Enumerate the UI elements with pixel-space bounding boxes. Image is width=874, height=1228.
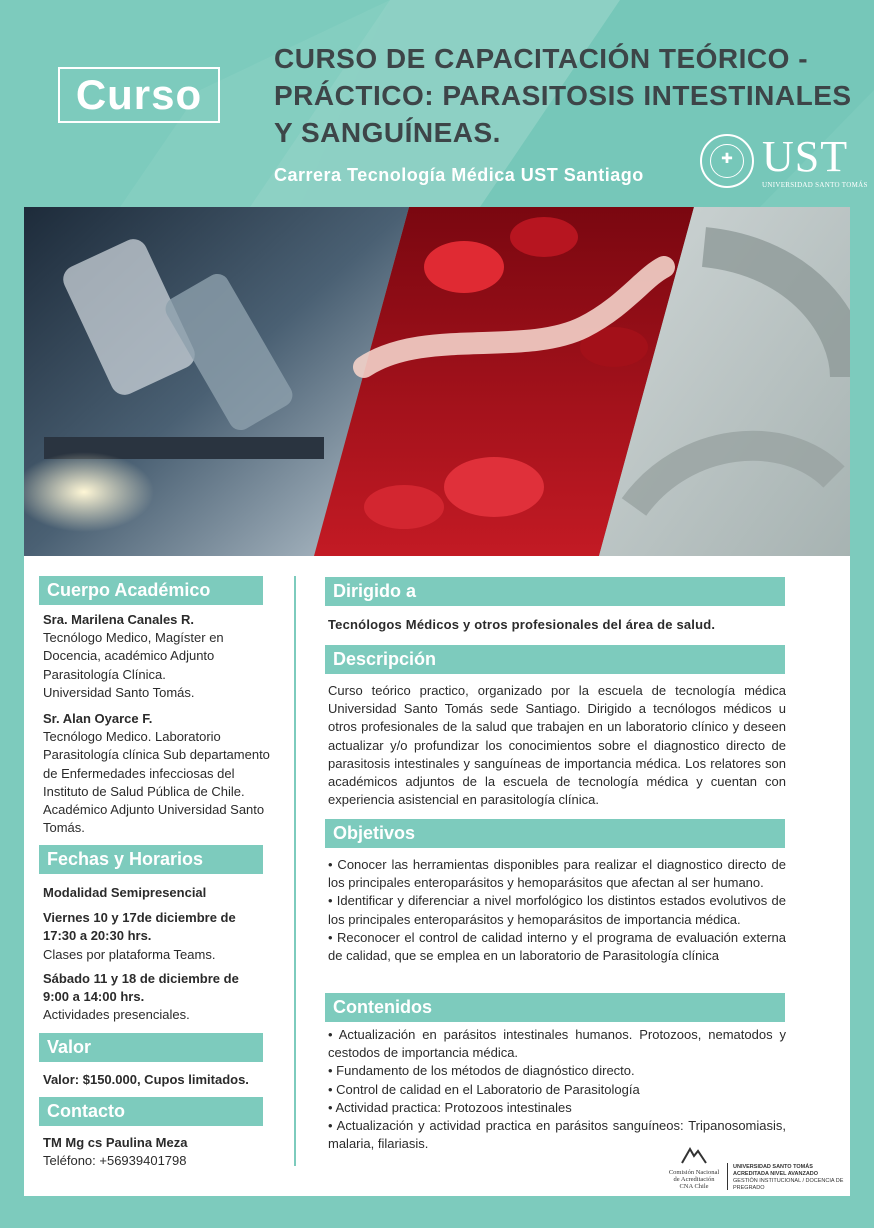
schedule-line: Sábado 11 y 18 de diciembre de (43, 970, 239, 986)
valor-text: Valor: $150.000, Cupos limitados. (43, 1072, 249, 1087)
contact-phone: Teléfono: +56939401798 (43, 1153, 187, 1169)
accreditation-line: GESTIÓN INSTITUCIONAL / DOCENCIA DE PREGRADO (733, 1178, 844, 1191)
page-subtitle: Carrera Tecnología Médica UST Santiago (274, 165, 644, 185)
person2-line: Instituto de Salud Pública de Chile. (43, 783, 245, 799)
person2-line: Tomás. (43, 820, 85, 836)
accreditation-line: ACREDITADA NIVEL AVANZADO (733, 1171, 819, 1177)
person1-line: Universidad Santo Tomás. (43, 684, 195, 700)
contact-name: TM Mg cs Paulina Meza (43, 1135, 188, 1150)
section-heading-objetivos: Objetivos (325, 819, 785, 848)
person2-line: Parasitología clínica Sub departamento (43, 747, 270, 763)
person1-line: Tecnólogo Medico, Magíster en (43, 630, 224, 646)
contenido-item: • Actualización en parásitos intestinales humanos. Protozoos, nematodos y cestodos de importancia médica. (328, 1027, 786, 1061)
footer-divider (727, 1163, 728, 1190)
ust-accreditation (733, 1164, 874, 1192)
contacto (43, 1134, 288, 1170)
person2-line: Tecnólogo Medico. Laboratorio (43, 729, 221, 745)
objetivos-list (328, 856, 786, 965)
course-badge: Curso (58, 67, 220, 123)
person2-line: Académico Adjunto Universidad Santo (43, 802, 265, 818)
section-heading-valor: Valor (39, 1033, 263, 1062)
schedule-line: 17:30 a 20:30 hrs. (43, 928, 152, 944)
contenido-item: • Control de calidad en el Laboratorio de Parasitología (328, 1081, 640, 1097)
cna-logo (664, 1146, 724, 1190)
contenidos-list (328, 1026, 786, 1153)
cna-line: Comisión Nacional (668, 1169, 720, 1176)
objetivo-item: • Reconocer el control de calidad interno y el programa de evaluación externa de calidad, que se emplea en un laboratorio de Parasitología clínica (328, 929, 786, 964)
title-line: CURSO DE CAPACITACIÓN TEÓRICO - (274, 43, 809, 74)
section-heading-dirigido: Dirigido a (325, 577, 785, 606)
schedule-line: Viernes 10 y 17de diciembre de (43, 910, 236, 926)
cna-line: de Acreditación (673, 1176, 715, 1183)
schedule-note: Clases por plataforma Teams. (43, 946, 216, 962)
header-photo-collage (24, 207, 850, 556)
person1-line: Docencia, académico Adjunto (43, 648, 215, 664)
schedule-note: Actividades presenciales. (43, 1007, 190, 1023)
section-heading-fechas: Fechas y Horarios (39, 845, 263, 874)
person1-name: Sra. Marilena Canales R. (43, 612, 195, 627)
contenido-item: • Fundamento de los métodos de diagnóstico directo. (328, 1063, 635, 1079)
ust-seal-icon: ✚ (700, 134, 754, 188)
column-divider (294, 576, 296, 1166)
ust-logo-subtitle: UNIVERSIDAD SANTO TOMÁS (762, 181, 868, 189)
objetivo-item: • Identificar y diferenciar a nivel morfológico los distintos estados evolutivos de los principales enteroparásitos y hemoparásitos de importancia médica. (328, 893, 786, 927)
fechas-horarios (43, 884, 288, 1024)
objetivo-item: • Conocer las herramientas disponibles para realizar el diagnostico directo de los principales enteroparásitos y hemoparásitos que afectan al ser humano. (328, 857, 786, 891)
contenido-item: • Actividad practica: Protozoos intestinales (328, 1099, 572, 1115)
person1-line: Parasitología Clínica. (43, 666, 166, 682)
accreditation-line: UNIVERSIDAD SANTO TOMÁS (733, 1164, 813, 1170)
section-heading-contenidos: Contenidos (325, 993, 785, 1022)
cna-line: CNA Chile (679, 1183, 709, 1190)
title-line: Y SANGUÍNEAS. (274, 117, 501, 148)
ust-logo: UST (762, 132, 849, 181)
modalidad: Modalidad Semipresencial (43, 885, 207, 900)
person2-name: Sr. Alan Oyarce F. (43, 711, 153, 727)
cna-mountain-icon (681, 1146, 707, 1164)
title-line: PRÁCTICO: PARASITOSIS INTESTINALES (274, 80, 852, 111)
person2-line: de Enfermedades infecciosas del (43, 765, 235, 781)
section-heading-contacto: Contacto (39, 1097, 263, 1126)
section-heading-cuerpo: Cuerpo Académico (39, 576, 263, 605)
cuerpo-academico (43, 611, 288, 837)
dirigido-text: Tecnólogos Médicos y otros profesionales del área de salud. (328, 617, 716, 632)
section-heading-descripcion: Descripción (325, 645, 785, 674)
descripcion-paragraph: Curso teórico practico, organizado por la escuela de tecnología médica Universidad Santo Tomás sede Santiago. Dirigido a tecnólogos médicos u otros profesionales de la salud que trabajen en un laboratorio clínico y deseen actualizar y/o profundizar los conocimientos sobre el diagnostico directo de parasitosis intestinales y sanguíneas de importancia médica. Los relatores son académicos adjuntos de la escuela de tecnología médica y cuentan con experiencia asistencial en parasitología clínica. (328, 683, 786, 808)
descripcion-text (328, 682, 786, 809)
contenido-item: • Actualización y actividad practica en parásitos sanguíneos: Tripanosomiasis, malaria, filariasis. (328, 1118, 786, 1152)
schedule-line: 9:00 a 14:00 hrs. (43, 989, 145, 1005)
